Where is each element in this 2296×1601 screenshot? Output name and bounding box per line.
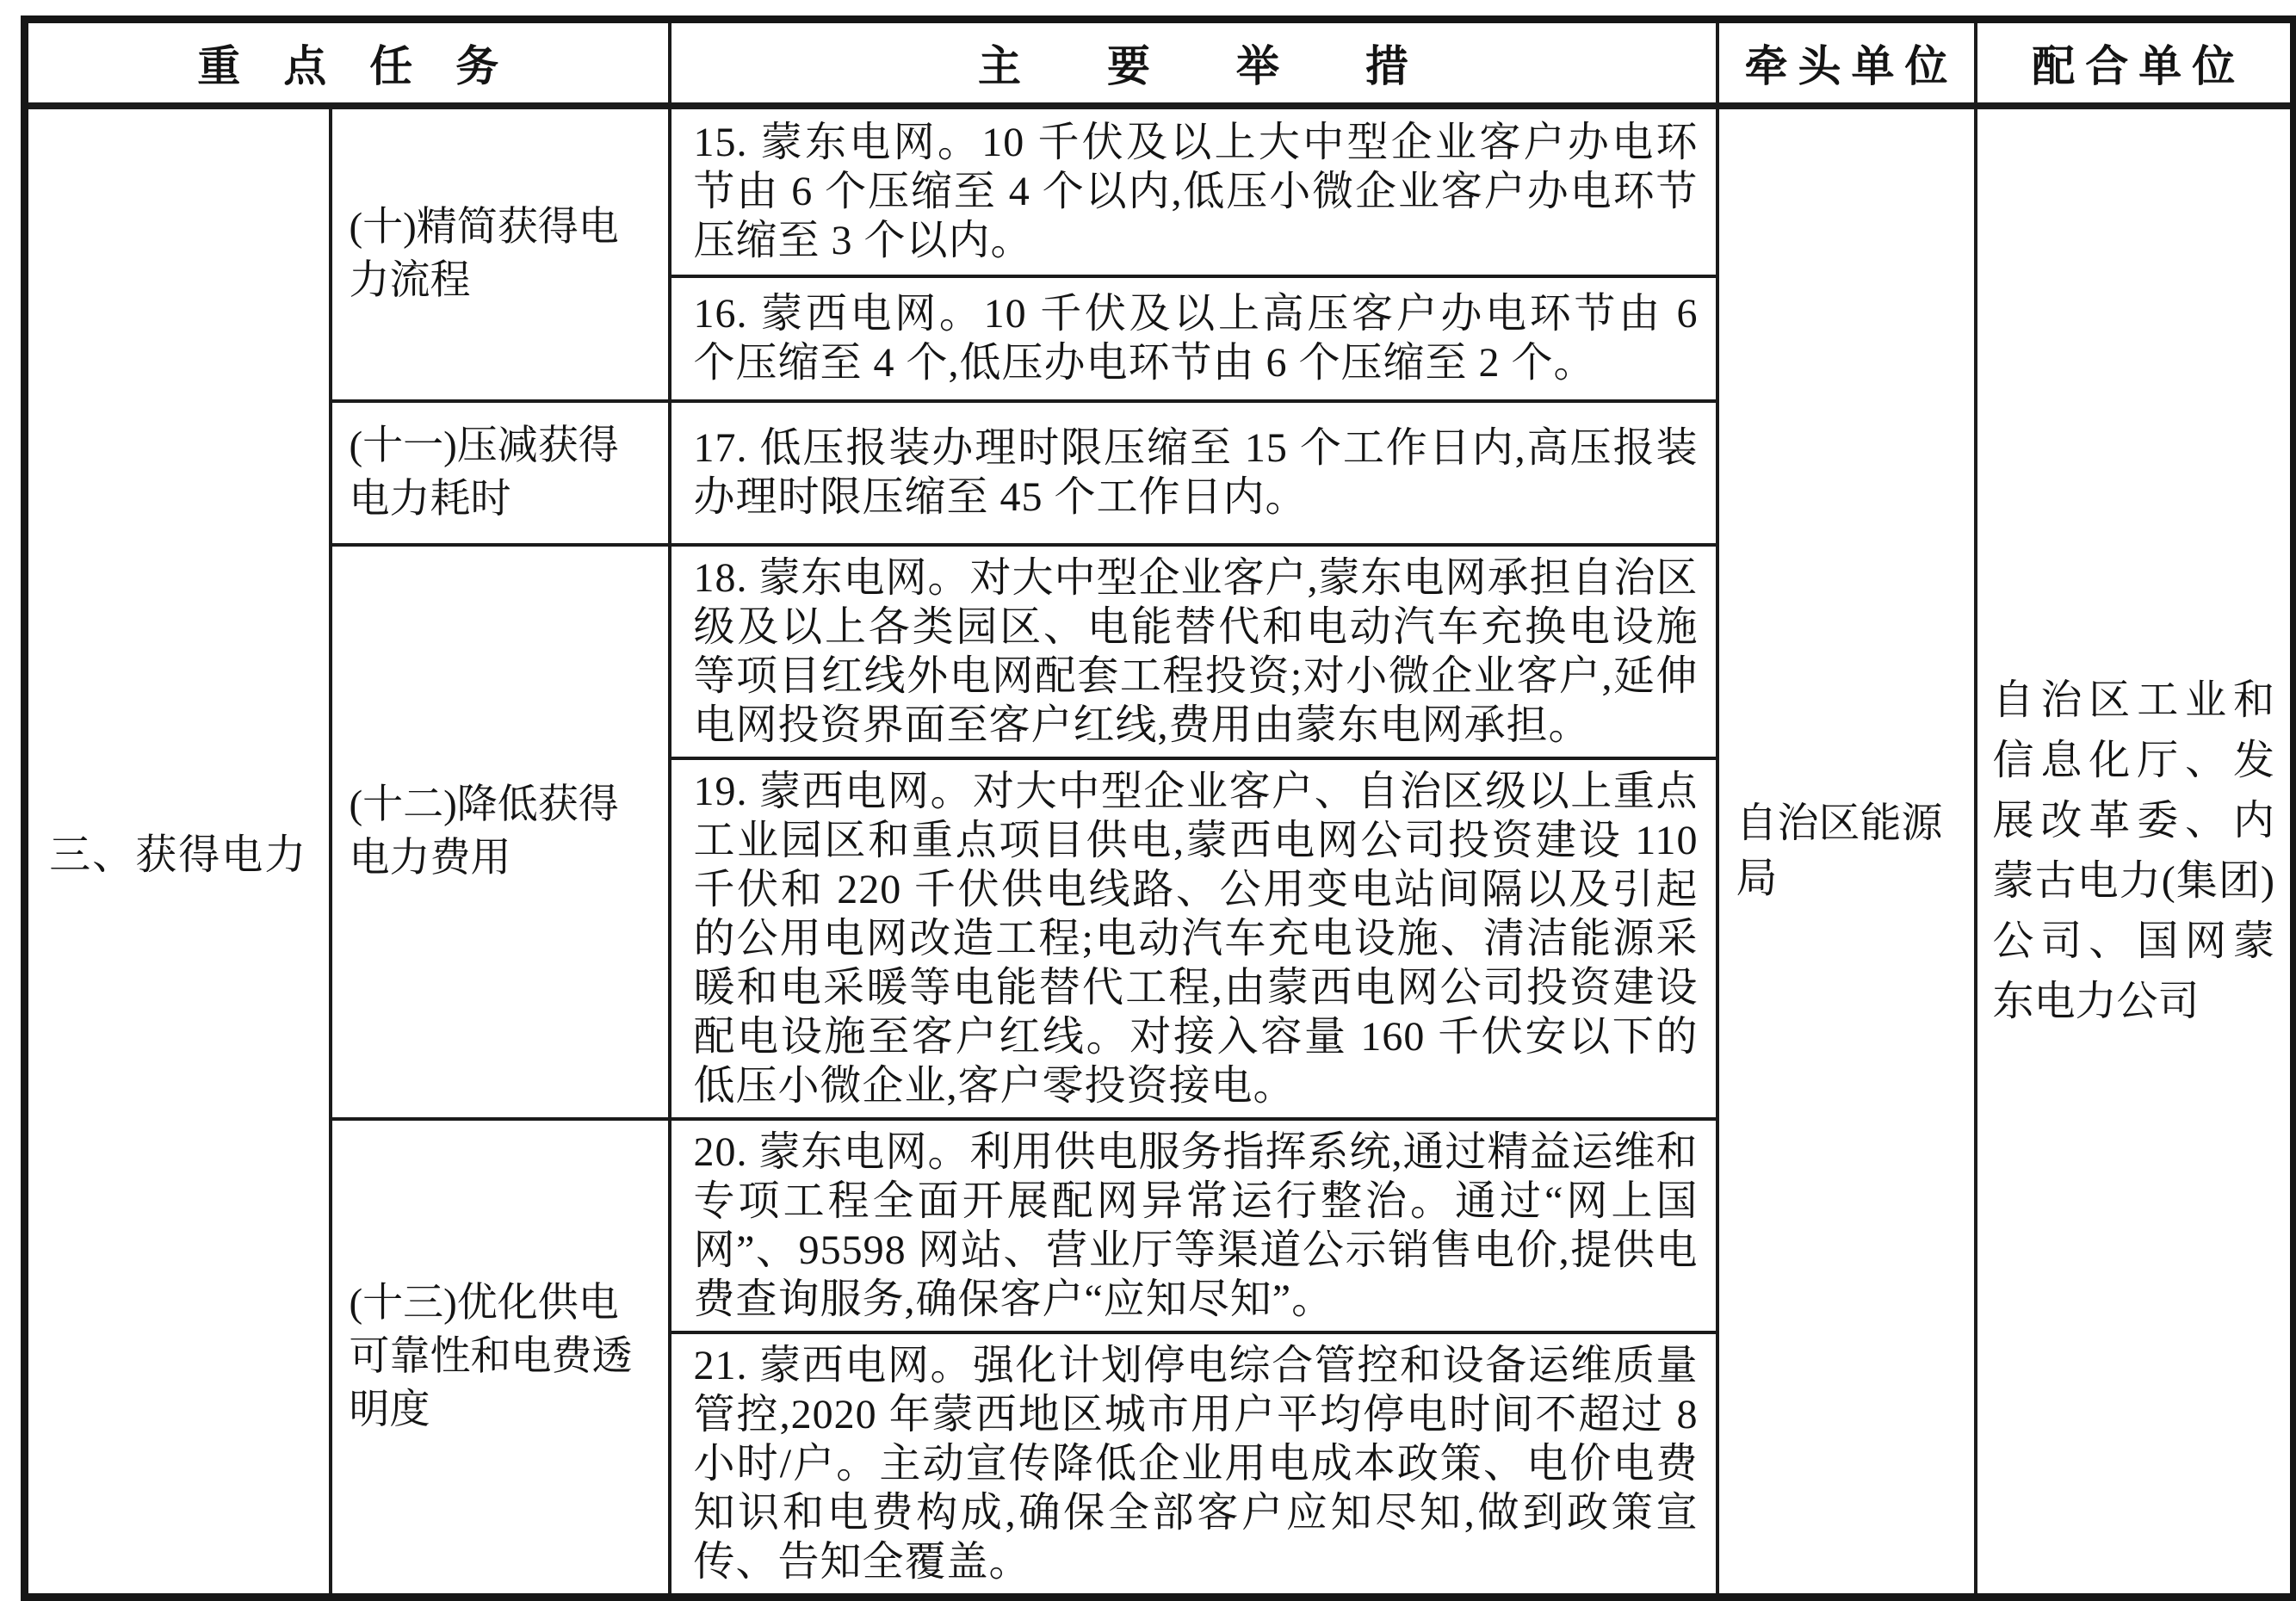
category-cell: 三、获得电力 [25,106,331,1598]
header-lead-unit: 牵头单位 [1717,20,1976,106]
measure-cell-21: 21. 蒙西电网。强化计划停电综合管控和设备运维质量管控,2020 年蒙西地区城市用户平均停电时间不超过 8 小时/户。主动宣传降低企业用电成本政策、电价电费知识和电费构成,确保全部客户应知尽知,做到政策宣传、告知全覆盖。 [670,1332,1717,1598]
table-row [25,106,2294,276]
support-unit-cell: 自治区工业和信息化厅、发展改革委、内蒙古电力(集团)公司、国网蒙东电力公司 [1976,106,2294,1598]
measure-cell-20: 20. 蒙东电网。利用供电服务指挥系统,通过精益运维和专项工程全面开展配网异常运行整治。通过“网上国网”、95598 网站、营业厅等渠道公示销售电价,提供电费查询服务,确保客户“应知尽知”。 [670,1119,1717,1332]
measure-cell-19: 19. 蒙西电网。对大中型企业客户、自治区级以上重点工业园区和重点项目供电,蒙西电网公司投资建设 110 千伏和 220 千伏供电线路、公用变电站间隔以及引起的公用电网改造工程;电动汽车充电设施、清洁能源采暖和电采暖等电能替代工程,由蒙西电网公司投资建设配电设施至客户红线。对接入容量 160 千伏安以下的低压小微企业,客户零投资接电。 [670,758,1717,1119]
task-cell-10: (十)精简获得电力流程 [331,106,670,401]
header-row [25,20,2294,106]
measure-cell-18: 18. 蒙东电网。对大中型企业客户,蒙东电网承担自治区级及以上各类园区、电能替代和电动汽车充换电设施等项目红线外电网配套工程投资;对小微企业客户,延伸电网投资界面至客户红线,费用由蒙东电网承担。 [670,545,1717,758]
lead-unit-cell: 自治区能源局 [1717,106,1976,1598]
header-support-unit: 配合单位 [1976,20,2294,106]
task-cell-13: (十三)优化供电可靠性和电费透明度 [331,1119,670,1598]
key-tasks-measures-table [21,15,2296,1601]
measure-cell-16: 16. 蒙西电网。10 千伏及以上高压客户办电环节由 6 个压缩至 4 个,低压办电环节由 6 个压缩至 2 个。 [670,276,1717,401]
task-cell-11: (十一)压减获得电力耗时 [331,401,670,545]
measure-cell-17: 17. 低压报装办理时限压缩至 15 个工作日内,高压报装办理时限压缩至 45 个工作日内。 [670,401,1717,545]
task-cell-12: (十二)降低获得电力费用 [331,545,670,1119]
header-measure: 主要举措 [670,20,1717,106]
measure-cell-15: 15. 蒙东电网。10 千伏及以上大中型企业客户办电环节由 6 个压缩至 4 个以内,低压小微企业客户办电环节压缩至 3 个以内。 [670,106,1717,276]
header-task: 重点任务 [25,20,670,106]
